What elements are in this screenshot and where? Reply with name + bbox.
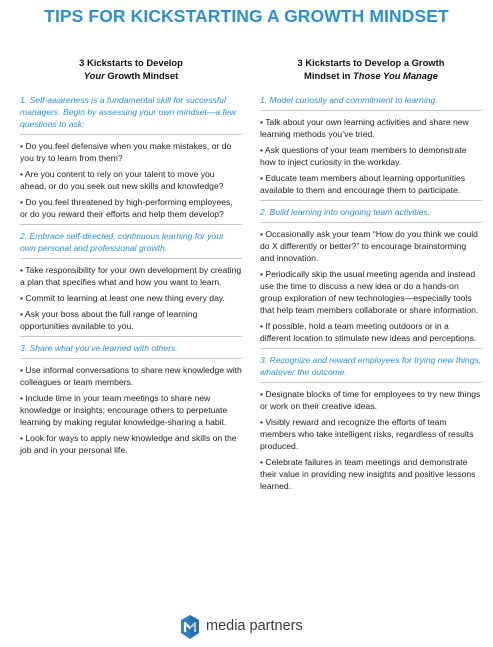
list-item: • Do you feel defensive when you make mistakes, or do you try to learn from them? — [20, 141, 232, 163]
divider — [260, 200, 482, 201]
right-section-1-heading: 1. Model curiosity and commitment to learning. — [260, 95, 438, 105]
left-column — [20, 56, 242, 460]
list-item: • Take responsibility for your own development by creating a plan that specifies what and how you want to learn. — [20, 265, 242, 287]
divider — [260, 348, 482, 349]
left-heading-line2 — [20, 69, 242, 82]
divider — [20, 336, 242, 337]
left-section-3-heading: 3. Share what you’ve learned with others. — [20, 343, 178, 353]
divider — [20, 258, 242, 259]
list-item: • Visibly reward and recognize the efforts of team members who take intelligent risks, regardless of results produced. — [260, 417, 474, 451]
divider — [260, 382, 482, 383]
list-item: • Ask your boss about the full range of learning opportunities available to you. — [20, 309, 198, 331]
list-item: • Commit to learning at least one new thing every day. — [20, 293, 225, 303]
right-column-heading — [260, 56, 482, 86]
logo-text: media partners — [206, 618, 303, 634]
media-partners-logo-icon — [178, 614, 202, 640]
divider — [20, 224, 242, 225]
left-section-2-heading: 2. Embrace self-directed, continuous learning for your own personal and professional growth. — [20, 231, 224, 253]
media-partners-logo — [178, 614, 318, 640]
list-item: • Talk about your own learning activities and share new learning methods you’ve tried. — [260, 117, 469, 139]
right-column — [260, 56, 482, 496]
list-item: • Look for ways to apply new knowledge and skills on the job and in your personal life. — [20, 433, 237, 455]
right-section-3-heading: 3. Recognize and reward employees for trying new things, whatever the outcome. — [260, 355, 482, 377]
divider — [20, 358, 242, 359]
list-item: • Celebrate failures in team meetings and demonstrate their value in providing new insights and positive lessons learned. — [260, 457, 476, 491]
list-item: • Periodically skip the usual meeting agenda and instead use the time to discuss a new idea or do a hands-on group exploration of new technologies—especially tools that help team members collaborate or share information. — [260, 269, 479, 315]
list-item: • Designate blocks of time for employees to try new things or work on their creative ideas. — [260, 389, 481, 411]
right-heading-emphasis: Those You Manage — [353, 70, 438, 81]
right-heading-pre: Mindset in — [304, 70, 354, 81]
right-heading-line2 — [260, 69, 482, 82]
divider — [260, 222, 482, 223]
right-section-2-heading: 2. Build learning into ongoing team activities. — [260, 207, 431, 217]
right-heading-line1: 3 Kickstarts to Develop a Growth — [297, 57, 445, 68]
list-item: • Do you feel threatened by high-performing employees, or do you reward their efforts and help them develop? — [20, 197, 233, 219]
page-title: TIPS FOR KICKSTARTING A GROWTH MINDSET — [44, 6, 449, 26]
list-item: • Occasionally ask your team “How do you think we could do X differently or better?” to encourage brainstorming and innovation. — [260, 229, 478, 263]
left-heading-line1: 3 Kickstarts to Develop — [79, 57, 183, 68]
divider — [260, 110, 482, 111]
left-heading-emphasis: Your — [83, 70, 105, 81]
left-heading-rest: Growth Mindset — [104, 70, 179, 81]
list-item: • If possible, hold a team meeting outdoors or in a different location to stimulate new ideas and perceptions. — [260, 321, 477, 343]
list-item: • Educate team members about learning opportunities available to them and encourage them to participate. — [260, 173, 466, 195]
list-item: • Include time in your team meetings to share new knowledge or insights; encourage others to perpetuate learning by making regular knowledge-sharing a habit. — [20, 393, 228, 427]
list-item: • Use informal conversations to share new knowledge with colleagues or team members. — [20, 365, 242, 387]
divider — [20, 134, 242, 135]
list-item: • Ask questions of your team members to demonstrate how to inject curiosity in the workday. — [260, 145, 467, 167]
left-column-heading — [20, 56, 242, 86]
left-section-1-heading: 1. Self-awareness is a fundamental skill for successful managers. Begin by assessing your own mindset—a few questions to ask: — [20, 95, 236, 129]
list-item: • Are you content to rely on your talent to move you ahead, or do you seek out new skills and knowledge? — [20, 169, 224, 191]
